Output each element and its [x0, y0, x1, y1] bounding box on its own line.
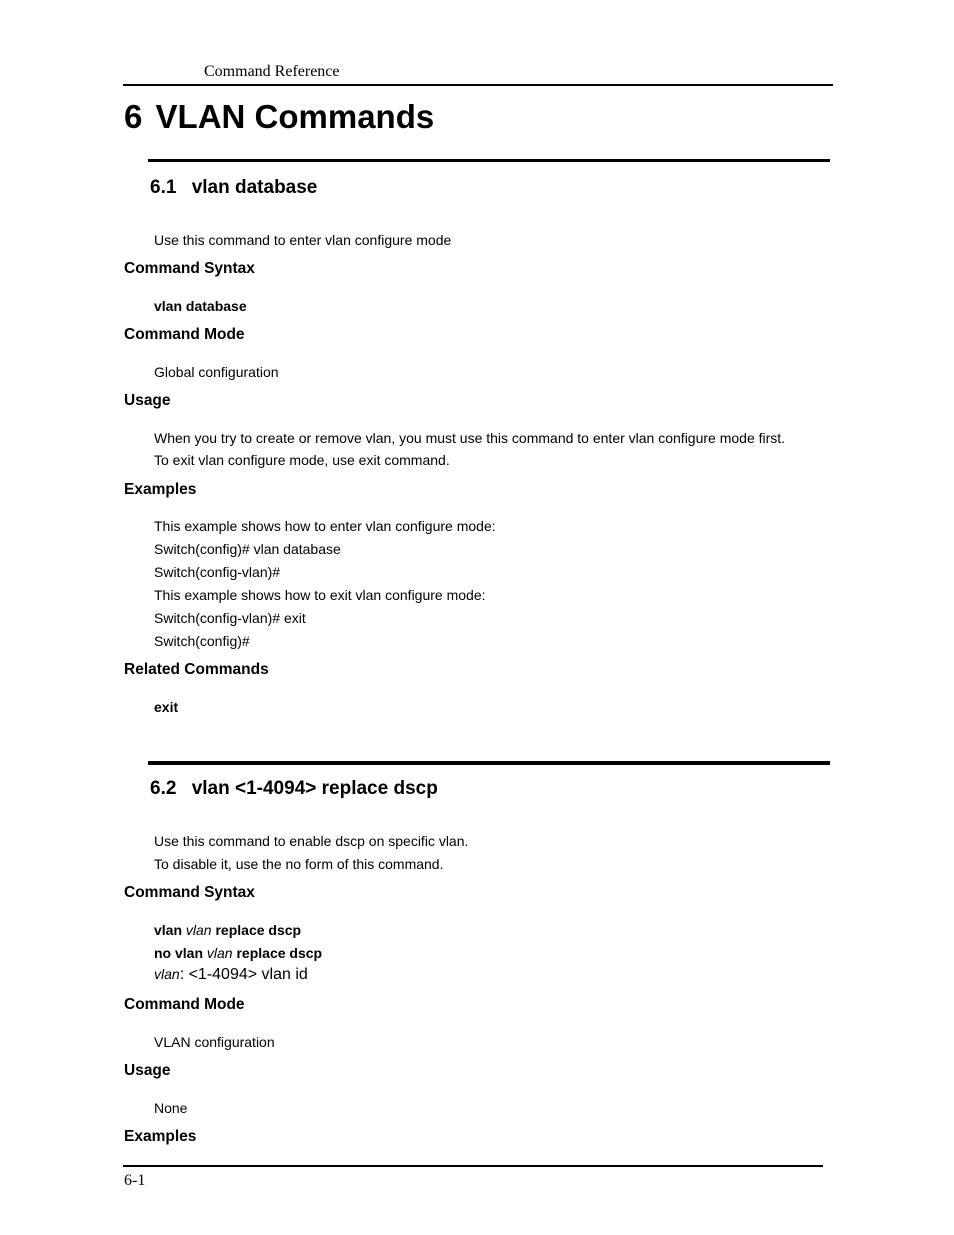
usage-text: None — [154, 1100, 188, 1116]
command-syntax-line — [154, 945, 322, 961]
section-description: Use this command to enter vlan configure mode — [154, 232, 452, 248]
parameter-definition — [154, 966, 308, 984]
command-syntax-heading: Command Syntax — [124, 884, 255, 901]
syntax-parameter: vlan — [206, 945, 233, 961]
section-rule-6-2 — [148, 761, 830, 765]
syntax-parameter: vlan — [185, 922, 212, 938]
command-mode: VLAN configuration — [154, 1034, 275, 1050]
example-line: This example shows how to enter vlan configure mode: — [154, 518, 496, 534]
running-header: Command Reference — [204, 63, 340, 80]
section-title: vlan database — [191, 177, 318, 198]
example-line: Switch(config)# — [154, 633, 250, 649]
usage-line: To exit vlan configure mode, use exit command. — [154, 452, 450, 468]
usage-heading: Usage — [124, 1062, 171, 1079]
chapter-title — [124, 98, 434, 136]
syntax-keyword: no vlan — [154, 945, 204, 961]
syntax-keyword: replace dscp — [236, 945, 323, 961]
command-mode-heading: Command Mode — [124, 996, 245, 1013]
related-command: exit — [154, 699, 179, 715]
usage-line: When you try to create or remove vlan, you must use this command to enter vlan configure mode first. — [154, 430, 786, 446]
command-mode-heading: Command Mode — [124, 326, 245, 343]
section-description: Use this command to enable dscp on specific vlan. — [154, 833, 469, 849]
section-title: vlan <1-4094> replace dscp — [191, 778, 438, 799]
related-commands-heading: Related Commands — [124, 661, 269, 678]
header-rule — [123, 84, 833, 86]
command-syntax-line — [154, 922, 301, 938]
syntax-keyword: vlan — [154, 922, 183, 938]
example-line: Switch(config-vlan)# — [154, 564, 281, 580]
command-mode: Global configuration — [154, 364, 279, 380]
chapter-number: 6 — [124, 98, 143, 135]
parameter-description: : <1-4094> vlan id — [179, 966, 308, 983]
section-heading-6-2 — [150, 778, 438, 800]
parameter-name: vlan — [154, 966, 180, 982]
example-line: Switch(config)# vlan database — [154, 541, 341, 557]
command-syntax: vlan database — [154, 298, 247, 314]
examples-heading: Examples — [124, 1128, 197, 1145]
command-syntax-heading: Command Syntax — [124, 260, 255, 277]
chapter-title-text: VLAN Commands — [155, 98, 435, 135]
section-rule-6-1 — [148, 159, 830, 162]
section-number: 6.1 — [150, 177, 177, 198]
example-line: Switch(config-vlan)# exit — [154, 610, 306, 626]
section-number: 6.2 — [150, 778, 177, 799]
section-heading-6-1 — [150, 177, 317, 199]
page-number: 6-1 — [124, 1172, 146, 1189]
syntax-keyword: replace dscp — [215, 922, 302, 938]
example-line: This example shows how to exit vlan configure mode: — [154, 587, 486, 603]
usage-heading: Usage — [124, 392, 171, 409]
examples-heading: Examples — [124, 481, 197, 498]
footer-rule — [123, 1165, 823, 1167]
section-description: To disable it, use the no form of this command. — [154, 856, 444, 872]
